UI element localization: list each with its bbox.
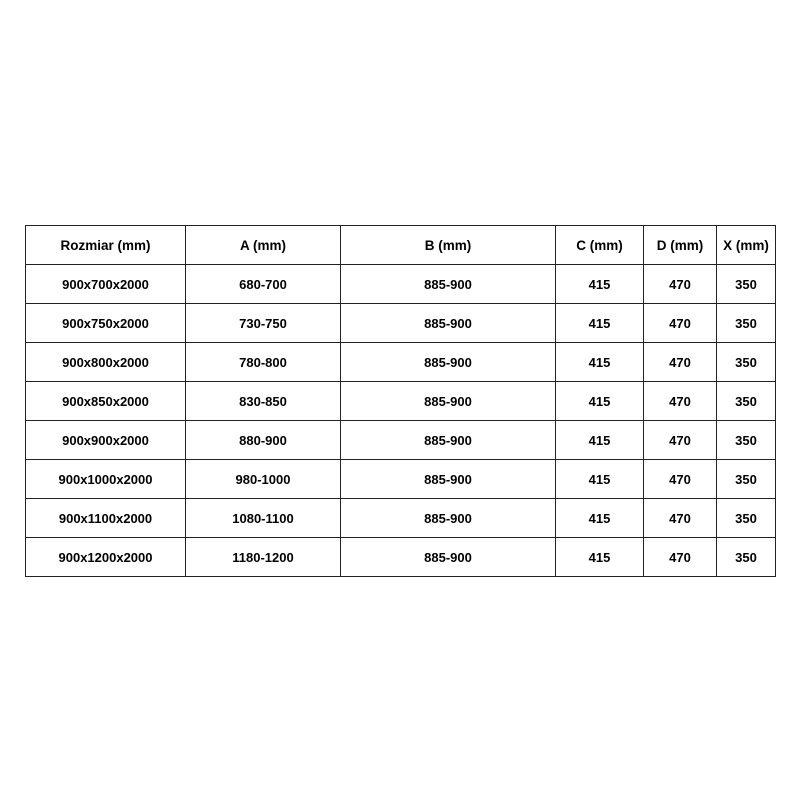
cell-d: 470 (644, 538, 717, 577)
cell-x: 350 (717, 460, 776, 499)
cell-size: 900x800x2000 (26, 343, 186, 382)
cell-c: 415 (556, 421, 644, 460)
cell-a: 980-1000 (186, 460, 341, 499)
cell-x: 350 (717, 382, 776, 421)
cell-size: 900x900x2000 (26, 421, 186, 460)
table-row (26, 265, 776, 304)
table-header (26, 226, 776, 265)
cell-x: 350 (717, 421, 776, 460)
cell-b: 885-900 (341, 538, 556, 577)
cell-a: 880-900 (186, 421, 341, 460)
cell-x: 350 (717, 343, 776, 382)
table-row (26, 343, 776, 382)
cell-a: 1180-1200 (186, 538, 341, 577)
cell-b: 885-900 (341, 421, 556, 460)
cell-c: 415 (556, 499, 644, 538)
cell-c: 415 (556, 343, 644, 382)
cell-b: 885-900 (341, 382, 556, 421)
cell-b: 885-900 (341, 499, 556, 538)
cell-c: 415 (556, 304, 644, 343)
column-header-a: A (mm) (186, 226, 341, 265)
cell-size: 900x1000x2000 (26, 460, 186, 499)
cell-size: 900x750x2000 (26, 304, 186, 343)
column-header-size: Rozmiar (mm) (26, 226, 186, 265)
column-header-c: C (mm) (556, 226, 644, 265)
cell-c: 415 (556, 382, 644, 421)
cell-a: 680-700 (186, 265, 341, 304)
column-header-d: D (mm) (644, 226, 717, 265)
table-row (26, 304, 776, 343)
cell-b: 885-900 (341, 460, 556, 499)
table-body (26, 265, 776, 577)
column-header-b: B (mm) (341, 226, 556, 265)
cell-x: 350 (717, 304, 776, 343)
cell-d: 470 (644, 382, 717, 421)
cell-d: 470 (644, 265, 717, 304)
table-row (26, 499, 776, 538)
cell-a: 1080-1100 (186, 499, 341, 538)
cell-d: 470 (644, 499, 717, 538)
table-header-row (26, 226, 776, 265)
cell-d: 470 (644, 304, 717, 343)
cell-x: 350 (717, 538, 776, 577)
specification-table (25, 225, 776, 577)
table-row (26, 460, 776, 499)
column-header-x: X (mm) (717, 226, 776, 265)
cell-c: 415 (556, 538, 644, 577)
cell-x: 350 (717, 499, 776, 538)
specification-table-wrapper (25, 225, 775, 577)
table-row (26, 538, 776, 577)
cell-b: 885-900 (341, 265, 556, 304)
cell-d: 470 (644, 343, 717, 382)
table-row (26, 382, 776, 421)
cell-b: 885-900 (341, 304, 556, 343)
cell-c: 415 (556, 460, 644, 499)
cell-size: 900x850x2000 (26, 382, 186, 421)
cell-a: 780-800 (186, 343, 341, 382)
cell-a: 730-750 (186, 304, 341, 343)
cell-size: 900x700x2000 (26, 265, 186, 304)
cell-b: 885-900 (341, 343, 556, 382)
cell-a: 830-850 (186, 382, 341, 421)
cell-c: 415 (556, 265, 644, 304)
cell-size: 900x1200x2000 (26, 538, 186, 577)
cell-d: 470 (644, 460, 717, 499)
table-row (26, 421, 776, 460)
cell-size: 900x1100x2000 (26, 499, 186, 538)
cell-d: 470 (644, 421, 717, 460)
cell-x: 350 (717, 265, 776, 304)
